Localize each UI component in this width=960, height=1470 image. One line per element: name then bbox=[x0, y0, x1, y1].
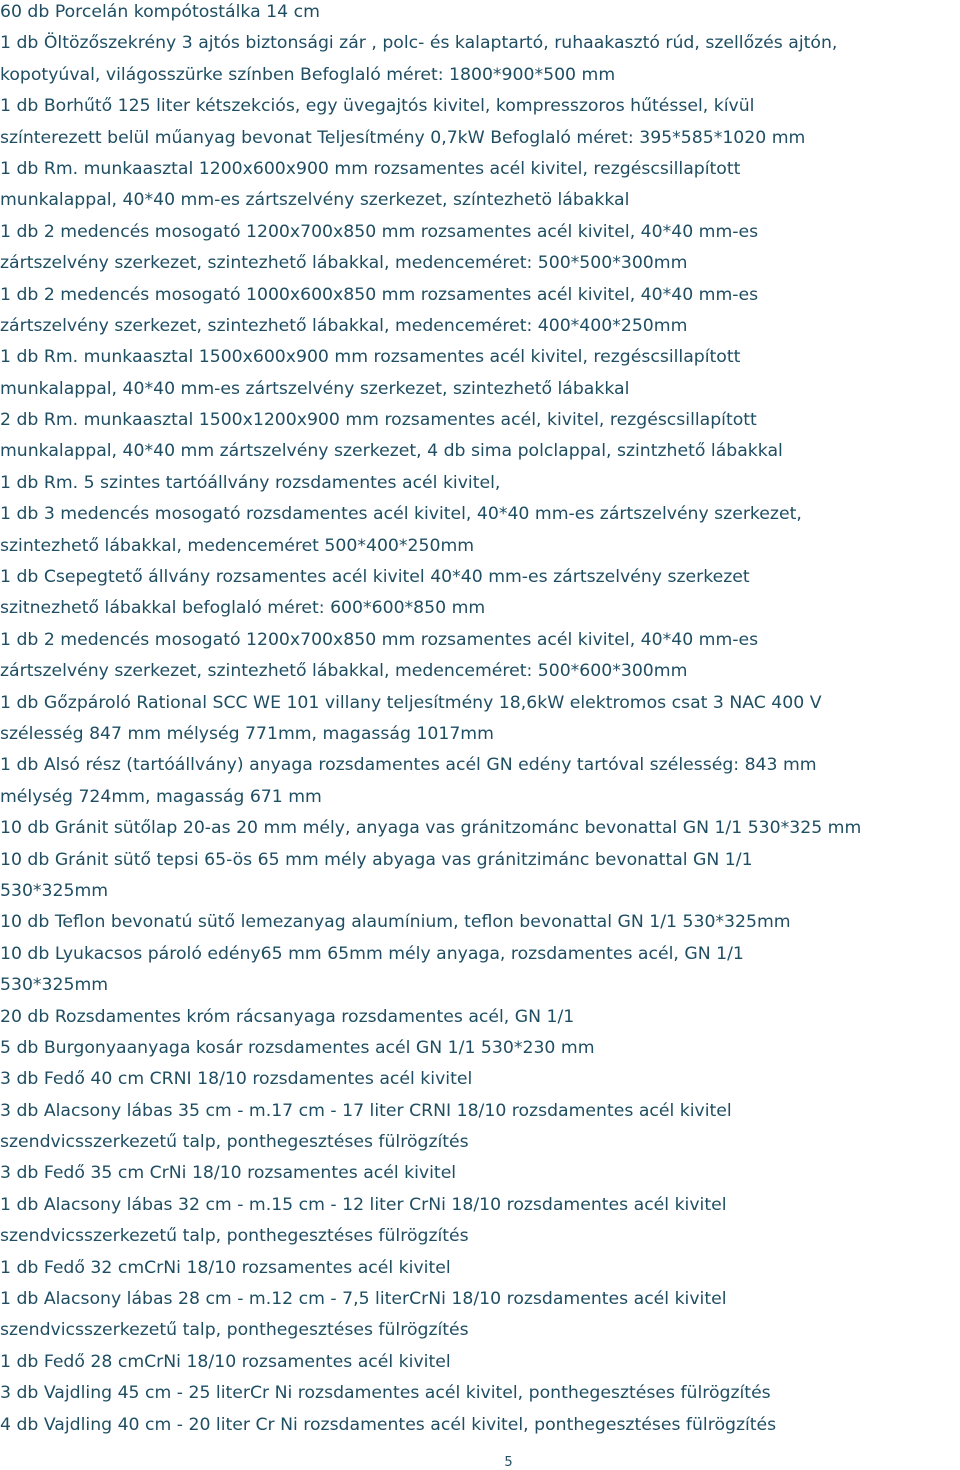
text-line: 1 db Rm. munkaasztal 1200x600x900 mm rozsamentes acél kivitel, rezgéscsillapított bbox=[0, 158, 741, 179]
text-line: 1 db Fedő 32 cmCrNi 18/10 rozsamentes acél kivitel bbox=[0, 1257, 451, 1278]
text-line: 10 db Teflon bevonatú sütő lemezanyag alaumínium, teflon bevonattal GN 1/1 530*325mm bbox=[0, 912, 791, 933]
text-line: 1 db 2 medencés mosogató 1000x600x850 mm rozsamentes acél kivitel, 40*40 mm-es bbox=[0, 284, 759, 305]
text-line: 1 db Alacsony lábas 28 cm - m.12 cm - 7,5 literCrNi 18/10 rozsdamentes acél kivitel bbox=[0, 1289, 727, 1310]
text-line: 4 db Vajdling 40 cm - 20 liter Cr Ni rozsdamentes acél kivitel, ponthegesztéses fülrögzítés bbox=[0, 1414, 777, 1435]
text-line: munkalappal, 40*40 mm-es zártszelvény szerkezet, szintezhető lábakkal bbox=[0, 378, 630, 399]
text-line: színterezett belül műanyag bevonat Teljesítmény 0,7kW Befoglaló méret: 395*585*1020 mm bbox=[0, 127, 806, 148]
text-line: 1 db Alacsony lábas 32 cm - m.15 cm - 12 liter CrNi 18/10 rozsdamentes acél kivitel bbox=[0, 1194, 727, 1215]
text-line: 1 db Gőzpároló Rational SCC WE 101 villany teljesítmény 18,6kW elektromos csat 3 NAC 400 V bbox=[0, 692, 822, 713]
text-line: 10 db Gránit sütő tepsi 65-ös 65 mm mély abyaga vas gránitzimánc bevonattal GN 1/1 bbox=[0, 849, 753, 870]
page-number: 5 bbox=[504, 1455, 513, 1470]
text-line: zártszelvény szerkezet, szintezhető lábakkal, medenceméret: 500*600*300mm bbox=[0, 661, 688, 682]
text-line: 1 db Fedő 28 cmCrNi 18/10 rozsamentes acél kivitel bbox=[0, 1351, 451, 1372]
text-line: 3 db Vajdling 45 cm - 25 literCr Ni rozsdamentes acél kivitel, ponthegesztéses fülrögzítés bbox=[0, 1383, 771, 1404]
text-line: zártszelvény szerkezet, szintezhető lábakkal, medenceméret: 400*400*250mm bbox=[0, 315, 688, 336]
text-line: szendvicsszerkezetű talp, ponthegesztéses fülrögzítés bbox=[0, 1132, 469, 1153]
text-line: 1 db Alsó rész (tartóállvány) anyaga rozsdamentes acél GN edény tartóval szélesség: 843 mm bbox=[0, 755, 817, 776]
text-line: 1 db Rm. munkaasztal 1500x600x900 mm rozsamentes acél kivitel, rezgéscsillapított bbox=[0, 347, 741, 368]
text-line: 1 db 2 medencés mosogató 1200x700x850 mm rozsamentes acél kivitel, 40*40 mm-es bbox=[0, 629, 759, 650]
text-line: 1 db Csepegtető állvány rozsamentes acél kivitel 40*40 mm-es zártszelvény szerkezet bbox=[0, 567, 750, 588]
text-line: szintezhető lábakkal, medenceméret 500*400*250mm bbox=[0, 535, 475, 556]
text-line: szendvicsszerkezetű talp, ponthegesztéses fülrögzítés bbox=[0, 1226, 469, 1247]
text-line: 10 db Lyukacsos pároló edény65 mm 65mm mély anyaga, rozsdamentes acél, GN 1/1 bbox=[0, 943, 744, 964]
text-line: 3 db Fedő 35 cm CrNi 18/10 rozsamentes acél kivitel bbox=[0, 1163, 457, 1184]
text-line: 530*325mm bbox=[0, 975, 109, 996]
text-line: 1 db Rm. 5 szintes tartóállvány rozsdamentes acél kivitel, bbox=[0, 472, 501, 493]
text-line: 3 db Alacsony lábas 35 cm - m.17 cm - 17 liter CRNI 18/10 rozsdamentes acél kivitel bbox=[0, 1100, 732, 1121]
text-line: 1 db 3 medencés mosogató rozsdamentes acél kivitel, 40*40 mm-es zártszelvény szerkezet, bbox=[0, 504, 802, 525]
text-line: 2 db Rm. munkaasztal 1500x1200x900 mm rozsamentes acél, kivitel, rezgéscsillapított bbox=[0, 410, 757, 431]
text-line: kopotyúval, világosszürke színben Befoglaló méret: 1800*900*500 mm bbox=[0, 64, 616, 85]
text-line: 1 db Öltözőszekrény 3 ajtós biztonsági zár , polc- és kalaptartó, ruhaakasztó rúd, szellőzés ajtón, bbox=[0, 33, 838, 54]
text-line: szendvicsszerkezetű talp, ponthegesztéses fülrögzítés bbox=[0, 1320, 469, 1341]
text-line: 1 db 2 medencés mosogató 1200x700x850 mm rozsamentes acél kivitel, 40*40 mm-es bbox=[0, 221, 759, 242]
text-line: 20 db Rozsdamentes króm rácsanyaga rozsdamentes acél, GN 1/1 bbox=[0, 1006, 575, 1027]
text-line: 530*325mm bbox=[0, 880, 109, 901]
text-line: mélység 724mm, magasság 671 mm bbox=[0, 786, 322, 807]
text-line: 60 db Porcelán kompótostálka 14 cm bbox=[0, 2, 320, 22]
text-line: szélesség 847 mm mélység 771mm, magasság 1017mm bbox=[0, 723, 494, 744]
text-line: szitnezhető lábakkal befoglaló méret: 600*600*850 mm bbox=[0, 598, 486, 619]
text-line: 5 db Burgonyaanyaga kosár rozsdamentes acél GN 1/1 530*230 mm bbox=[0, 1037, 595, 1058]
text-line: 1 db Borhűtő 125 liter kétszekciós, egy üvegajtós kivitel, kompresszoros hűtéssel, kívül bbox=[0, 96, 755, 117]
text-line: zártszelvény szerkezet, szintezhető lábakkal, medenceméret: 500*500*300mm bbox=[0, 253, 688, 274]
text-line: munkalappal, 40*40 mm-es zártszelvény szerkezet, színtezhetö lábakkal bbox=[0, 190, 630, 211]
text-line: 3 db Fedő 40 cm CRNI 18/10 rozsdamentes acél kivitel bbox=[0, 1069, 473, 1090]
text-line: 10 db Gránit sütőlap 20-as 20 mm mély, anyaga vas gránitzománc bevonattal GN 1/1 530*325 mm bbox=[0, 818, 862, 839]
text-line: munkalappal, 40*40 mm zártszelvény szerkezet, 4 db sima polclappal, szintzhető lábakkal bbox=[0, 441, 783, 462]
